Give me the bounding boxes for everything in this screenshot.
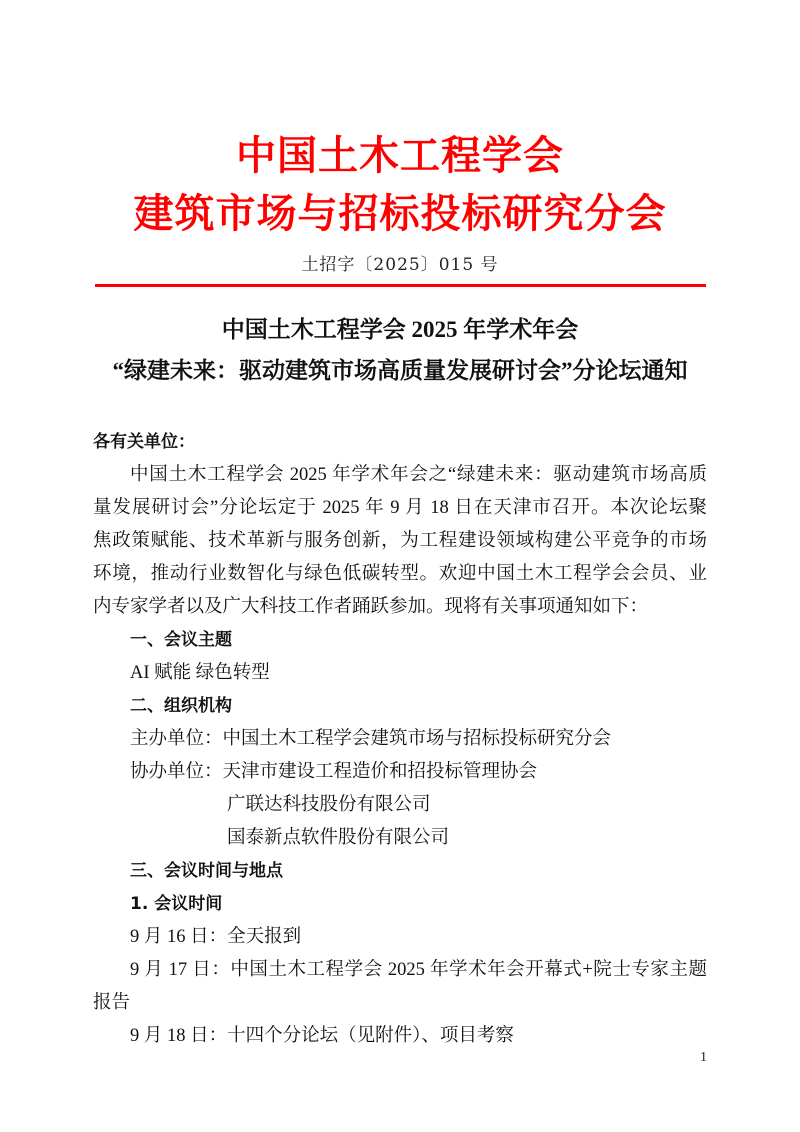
schedule-item-continued: 报告: [93, 993, 131, 1013]
host-label: 主办单位：: [130, 729, 223, 749]
intro-line: 中国土木工程学会 2025 年学术年会之“绿建未来：驱动建筑市场高质: [130, 465, 707, 485]
intro-line: 量发展研讨会”分论坛定于 2025 年 9 月 18 日在天津市召开。本次论坛聚: [93, 498, 707, 518]
document-number: 土招字〔2025〕015 号: [301, 255, 499, 275]
salutation: 各有关单位：: [93, 432, 195, 452]
notice-title-line2: “绿建未来：驱动建筑市场高质量发展研讨会”分论坛通知: [112, 358, 688, 383]
co-organizer-row: [93, 756, 707, 789]
subheading-meeting-time: 1. 会议时间: [130, 894, 223, 914]
co-organizer: 国泰新点软件股份有限公司: [227, 828, 450, 848]
section-heading-organization: 二、组织机构: [130, 696, 232, 716]
schedule-item: 9 月 17 日：中国土木工程学会 2025 年学术年会开幕式+院士专家主题: [130, 960, 707, 980]
notice-title-line1: 中国土木工程学会 2025 年学术年会: [221, 317, 579, 342]
org-name-line2: 建筑市场与招标投标研究分会: [133, 190, 667, 237]
schedule-item: 9 月 16 日：全天报到: [130, 927, 302, 947]
co-organizer: 广联达科技股份有限公司: [227, 795, 431, 815]
intro-line: 环境，推动行业数智化与绿色低碳转型。欢迎中国土木工程学会会员、业: [93, 564, 707, 584]
host-row: [93, 723, 707, 756]
red-header-rule: [95, 284, 706, 287]
co-organizer-label: 协办单位：: [130, 762, 223, 782]
schedule-item: 9 月 18 日：十四个分论坛（见附件）、项目考察: [130, 1026, 514, 1046]
notice-body: [93, 426, 707, 1053]
intro-line: 焦政策赋能、技术革新与服务创新，为工程建设领域构建公平竞争的市场: [93, 531, 707, 551]
section-heading-time-place: 三、会议时间与地点: [130, 861, 283, 881]
page-number: 1: [700, 1050, 707, 1065]
section-heading-theme: 一、会议主题: [130, 630, 232, 650]
co-organizer: 天津市建设工程造价和招投标管理协会: [222, 762, 538, 782]
host-organization: 中国土木工程学会建筑市场与招标投标研究分会: [222, 729, 612, 749]
intro-line: 内专家学者以及广大科技工作者踊跃参加。现将有关事项通知如下：: [93, 597, 649, 617]
org-name-line1: 中国土木工程学会: [236, 132, 564, 179]
theme-content: AI 赋能 绿色转型: [130, 663, 270, 683]
